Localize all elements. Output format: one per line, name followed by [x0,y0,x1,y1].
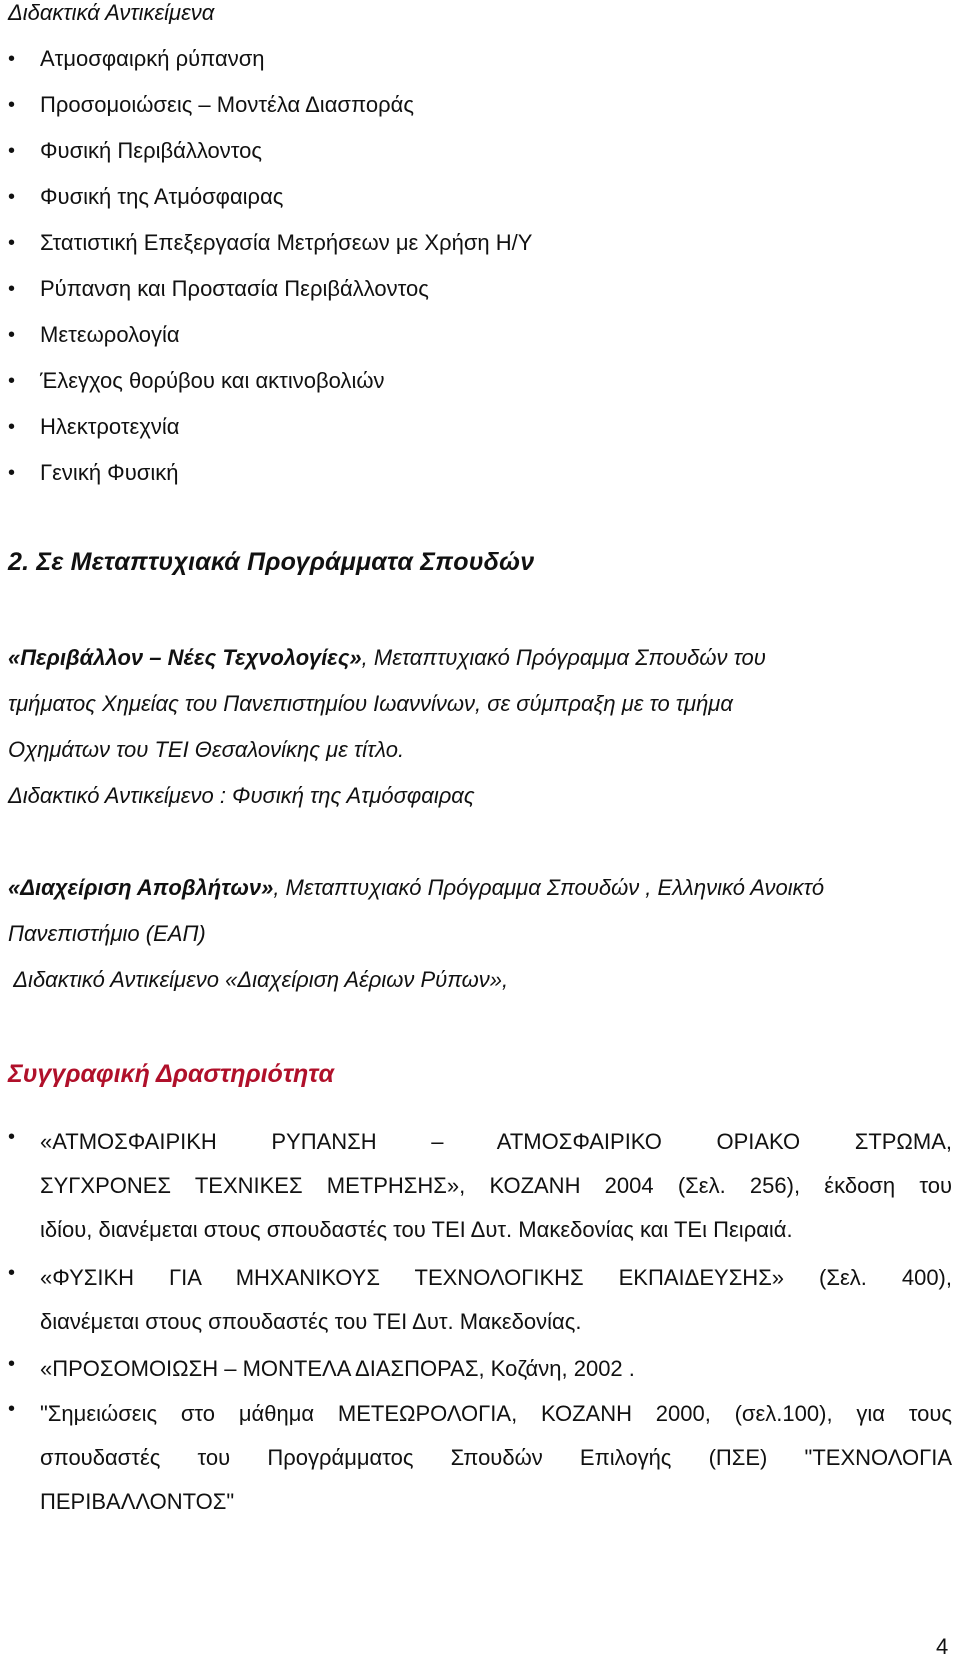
section-2-heading: 2. Σε Μεταπτυχιακά Προγράμματα Σπουδών [8,548,535,576]
program1-line1-rest: , Μεταπτυχιακό Πρόγραμμα Σπουδών του [361,645,766,670]
subject-label: Έλεγχος θορύβου και ακτινοβολιών [40,368,385,393]
bullet-icon: • [8,140,16,162]
subject-label: Ρύπανση και Προστασία Περιβάλλοντος [40,276,429,301]
program1-subject: Διδακτικό Αντικείμενο : Φυσική της Ατμόσφαιρας [8,783,475,808]
program1-line3: Οχημάτων του ΤΕΙ Θεσαλονίκης με τίτλο. [8,737,405,762]
program1-line2: τμήματος Χημείας του Πανεπιστημίου Ιωαννίνων, σε σύμπραξη με το τμήμα [8,691,733,716]
bullet-icon: • [8,94,16,116]
subject-label: Φυσική Περιβάλλοντος [40,138,262,163]
program2-line1 [8,875,824,901]
bullet-icon: • [8,1353,16,1375]
bullet-icon: • [8,370,16,392]
bullet-icon: • [8,48,16,70]
bullet-icon: • [8,462,16,484]
subject-label: Μετεωρολογία [40,322,180,347]
program1-line1 [8,645,766,671]
subject-label: Γενική Φυσική [40,460,179,485]
bullet-icon: • [8,278,16,300]
bullet-icon: • [8,186,16,208]
publication-1-line-2: ΣΥΓΧΡΟΝΕΣ ΤΕΧΝΙΚΕΣ ΜΕΤΡΗΣΗΣ», ΚΟΖΑΝΗ 2004 (Σελ. 256), έκδοση του [40,1173,952,1198]
publication-1-line-1: «ΑΤΜΟΣΦΑΙΡΙΚΗ ΡΥΠΑΝΣΗ – ΑΤΜΟΣΦΑΙΡΙΚΟ ΟΡΙΑΚΟ ΣΤΡΩΜΑ, [40,1129,952,1154]
publication-3-line-1: «ΠΡΟΣΟΜΟΙΩΣΗ – ΜΟΝΤΕΛΑ ΔΙΑΣΠΟΡΑΣ, Κοζάνη, 2002 . [40,1356,635,1381]
program2-title: «Διαχείριση Αποβλήτων» [8,875,274,900]
bullet-icon: • [8,324,16,346]
publication-2-line-1: «ΦΥΣΙΚΗ ΓΙΑ ΜΗΧΑΝΙΚΟΥΣ ΤΕΧΝΟΛΟΓΙΚΗΣ ΕΚΠΑΙΔΕΥΣΗΣ» (Σελ. 400), [40,1265,952,1290]
bullet-icon: • [8,232,16,254]
bullet-icon: • [8,1398,16,1420]
bullet-icon: • [8,1262,16,1284]
program2-subject: Διδακτικό Αντικείμενο «Διαχείριση Αέριων Ρύπων», [8,967,509,992]
publication-4-line-1: "Σημειώσεις στο μάθημα ΜΕΤΕΩΡΟΛΟΓΙΑ, ΚΟΖΑΝΗ 2000, (σελ.100), για τους [40,1401,952,1426]
program2-line2: Πανεπιστήμιο (ΕΑΠ) [8,921,206,946]
program2-line1-rest: , Μεταπτυχιακό Πρόγραμμα Σπουδών , Ελληνικό Ανοικτό [273,875,825,900]
subject-label: Ατμοσφαιρκή ρύπανση [40,46,265,71]
writing-activity-heading: Συγγραφική Δραστηριότητα [8,1060,335,1088]
subject-label: Ηλεκτροτεχνία [40,414,180,439]
bullet-icon: • [8,416,16,438]
publication-1-line-3: ιδίου, διανέμεται στους σπουδαστές του ΤΕΙ Δυτ. Μακεδονίας και ΤΕι Πειραιά. [40,1217,793,1242]
subject-label: Φυσική της Ατμόσφαιρας [40,184,284,209]
publication-4-line-2: σπουδαστές του Προγράμματος Σπουδών Επιλογής (ΠΣΕ) "ΤΕΧΝΟΛΟΓΙΑ [40,1445,952,1470]
subject-label: Στατιστική Επεξεργασία Μετρήσεων με Χρήση Η/Υ [40,230,533,255]
page-number: 4 [936,1634,949,1659]
publication-4-line-3: ΠΕΡΙΒΑΛΛΟΝΤΟΣ" [40,1489,235,1514]
subject-label: Προσομοιώσεις – Μοντέλα Διασποράς [40,92,414,117]
bullet-icon: • [8,1126,16,1148]
subjects-heading: Διδακτικά Αντικείμενα [8,0,215,25]
program1-title: «Περιβάλλον – Νέες Τεχνολογίες» [8,645,362,670]
publication-2-line-2: διανέμεται στους σπουδαστές του ΤΕΙ Δυτ. Μακεδονίας. [40,1309,582,1334]
